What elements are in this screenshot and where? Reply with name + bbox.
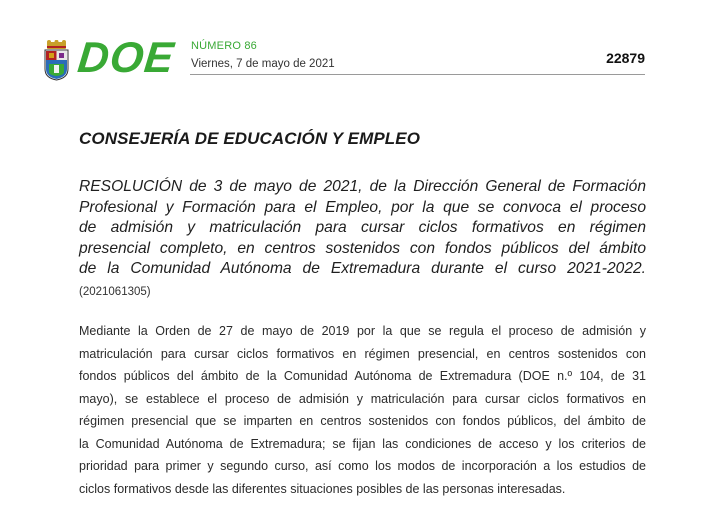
paragraph-line: la Comunidad Autónoma de Extremadura; se fijan las condiciones de acceso y los criterios de [79, 436, 646, 451]
paragraph-line: matriculación para cursar ciclos formativos en régimen presencial, en centros sostenidos con [79, 346, 646, 361]
resolution-line: Profesional y Formación para el Empleo, por la que se convoca el proceso [79, 198, 646, 216]
issue-date: Viernes, 7 de mayo de 2021 [191, 58, 335, 70]
resolution-title [79, 177, 646, 280]
header-divider [190, 74, 645, 75]
resolution-code: (2021061305) [79, 286, 151, 298]
paragraph-line: régimen presencial que se imparten en centros sostenidos con fondos públicos, del ámbito de [79, 414, 646, 428]
coat-of-arms-icon [43, 40, 70, 81]
body-paragraph [79, 320, 646, 500]
resolution-line: de la Comunidad Autónoma de Extremadura durante el curso 2021-2022. [79, 260, 646, 277]
page-header [0, 0, 703, 95]
issue-number: NÚMERO 86 [191, 40, 257, 52]
paragraph-line: fondos públicos del ámbito de la Comunidad Autónoma de Extremadura (DOE n.º 104, de 31 [79, 369, 646, 383]
resolution-line: RESOLUCIÓN de 3 de mayo de 2021, de la Dirección General de Formación [79, 178, 646, 195]
paragraph-line: ciclos formativos desde las diferentes situaciones posibles de las personas interesadas. [79, 481, 566, 496]
paragraph-line: Mediante la Orden de 27 de mayo de 2019 por la que se regula el proceso de admisión y [79, 324, 646, 338]
paragraph-line: mayo), se establece el proceso de admisión y matriculación para cursar ciclos formativos en [79, 391, 646, 406]
paragraph-line: prioridad para primer y segundo curso, así como los modos de incorporación a los estudios de [79, 459, 646, 473]
doe-logo: DOE [75, 34, 177, 82]
section-title: CONSEJERÍA DE EDUCACIÓN Y EMPLEO [79, 129, 421, 148]
resolution-line: de admisión y matriculación para cursar ciclos formativos en régimen [79, 219, 646, 236]
resolution-line: presencial completo, en centros sostenidos con fondos públicos del ámbito [79, 239, 646, 257]
page-number: 22879 [606, 50, 645, 66]
